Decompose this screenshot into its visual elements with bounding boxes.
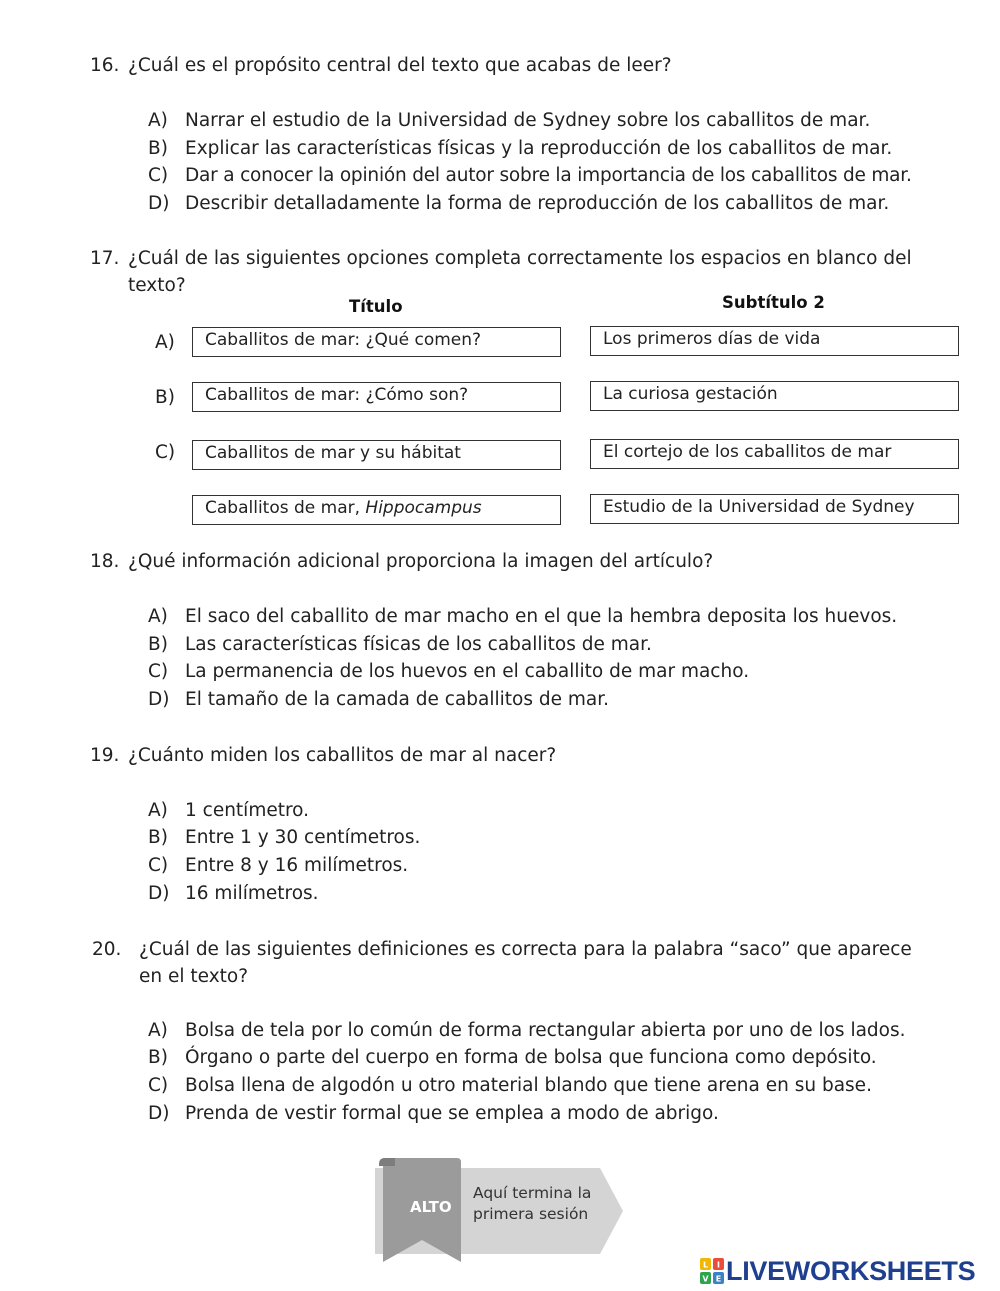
option-text[interactable]: Las características físicas de los caballitos de mar.: [185, 634, 652, 655]
title-box[interactable]: Caballitos de mar y su hábitat: [192, 440, 561, 470]
subtitle-box[interactable]: La curiosa gestación: [590, 381, 959, 411]
option-letter: C): [148, 165, 169, 186]
stop-line1: Aquí termina la: [473, 1184, 592, 1202]
option-text[interactable]: Narrar el estudio de la Universidad de Sydney sobre los caballitos de mar.: [185, 110, 871, 131]
option-text[interactable]: El saco del caballito de mar macho en el que la hembra deposita los huevos.: [185, 606, 898, 627]
liveworksheets-icon: [700, 1258, 724, 1284]
option-text[interactable]: Explicar las características físicas y la reproducción de los caballitos de mar.: [185, 138, 893, 159]
option-text[interactable]: Prenda de vestir formal que se emplea a modo de abrigo.: [185, 1103, 719, 1124]
option-text[interactable]: La permanencia de los huevos en el caballito de mar macho.: [185, 661, 750, 682]
option-letter: C): [148, 1075, 169, 1096]
option-letter: D): [148, 883, 170, 904]
column-header-title: Título: [349, 297, 403, 316]
option-text[interactable]: Bolsa llena de algodón u otro material blando que tiene arena en su base.: [185, 1075, 872, 1096]
svg-text:V: V: [702, 1274, 709, 1284]
option-text[interactable]: 16 milímetros.: [185, 883, 319, 904]
stop-label: ALTO: [410, 1198, 452, 1216]
column-header-subtitle: Subtítulo 2: [722, 293, 825, 312]
subtitle-box[interactable]: El cortejo de los caballitos de mar: [590, 439, 959, 469]
question-text-line1: ¿Cuál de las siguientes definiciones es correcta para la palabra “saco” que aparece: [139, 939, 912, 960]
svg-text:E: E: [715, 1274, 722, 1284]
stop-badge: [375, 1156, 625, 1266]
option-letter: B): [148, 1047, 168, 1068]
option-letter: A): [148, 110, 168, 131]
question-text: ¿Cuál es el propósito central del texto que acabas de leer?: [128, 55, 672, 76]
option-letter: A): [148, 800, 168, 821]
option-letter: B): [148, 827, 168, 848]
option-letter: C): [155, 442, 176, 463]
title-box[interactable]: [192, 495, 561, 525]
option-letter: D): [148, 193, 170, 214]
question-number: 19.: [90, 745, 120, 766]
svg-text:L: L: [702, 1260, 709, 1270]
stop-line2: primera sesión: [473, 1205, 589, 1223]
title-box[interactable]: Caballitos de mar: ¿Qué comen?: [192, 327, 561, 357]
option-letter: C): [148, 855, 169, 876]
question-number: 17.: [90, 248, 120, 269]
question-number: 20.: [92, 939, 122, 960]
subtitle-box[interactable]: Estudio de la Universidad de Sydney: [590, 494, 959, 524]
question-number: 16.: [90, 55, 120, 76]
option-text[interactable]: Bolsa de tela por lo común de forma rectangular abierta por uno de los lados.: [185, 1020, 906, 1041]
svg-text:I: I: [717, 1260, 720, 1270]
question-text: ¿Qué información adicional proporciona la imagen del artículo?: [128, 551, 714, 572]
option-letter: B): [148, 634, 168, 655]
option-text[interactable]: 1 centímetro.: [185, 800, 310, 821]
option-text[interactable]: Describir detalladamente la forma de reproducción de los caballitos de mar.: [185, 193, 890, 214]
option-letter: D): [148, 689, 170, 710]
option-text[interactable]: Entre 1 y 30 centímetros.: [185, 827, 421, 848]
option-text[interactable]: El tamaño de la camada de caballitos de mar.: [185, 689, 610, 710]
subtitle-box[interactable]: Los primeros días de vida: [590, 326, 959, 356]
question-text-line2: en el texto?: [139, 966, 249, 987]
liveworksheets-wordmark: LIVEWORKSHEETS: [726, 1256, 976, 1286]
option-letter: B): [148, 138, 168, 159]
option-text[interactable]: Entre 8 y 16 milímetros.: [185, 855, 409, 876]
title-italic: Hippocampus: [365, 498, 482, 518]
option-letter: A): [148, 1020, 168, 1041]
title-plain: Caballitos de mar,: [205, 498, 366, 518]
option-letter: A): [148, 606, 168, 627]
question-number: 18.: [90, 551, 120, 572]
question-text-line2: texto?: [128, 275, 186, 296]
option-letter: D): [148, 1103, 170, 1124]
option-letter: C): [148, 661, 169, 682]
title-box[interactable]: Caballitos de mar: ¿Cómo son?: [192, 382, 561, 412]
option-text[interactable]: Órgano o parte del cuerpo en forma de bolsa que funciona como depósito.: [185, 1047, 877, 1068]
option-letter: A): [155, 332, 175, 353]
option-text[interactable]: Dar a conocer la opinión del autor sobre la importancia de los caballitos de mar.: [185, 165, 912, 186]
question-text-line1: ¿Cuál de las siguientes opciones completa correctamente los espacios en blanco del: [128, 248, 912, 269]
option-letter: B): [155, 387, 175, 408]
question-text: ¿Cuánto miden los caballitos de mar al nacer?: [128, 745, 557, 766]
